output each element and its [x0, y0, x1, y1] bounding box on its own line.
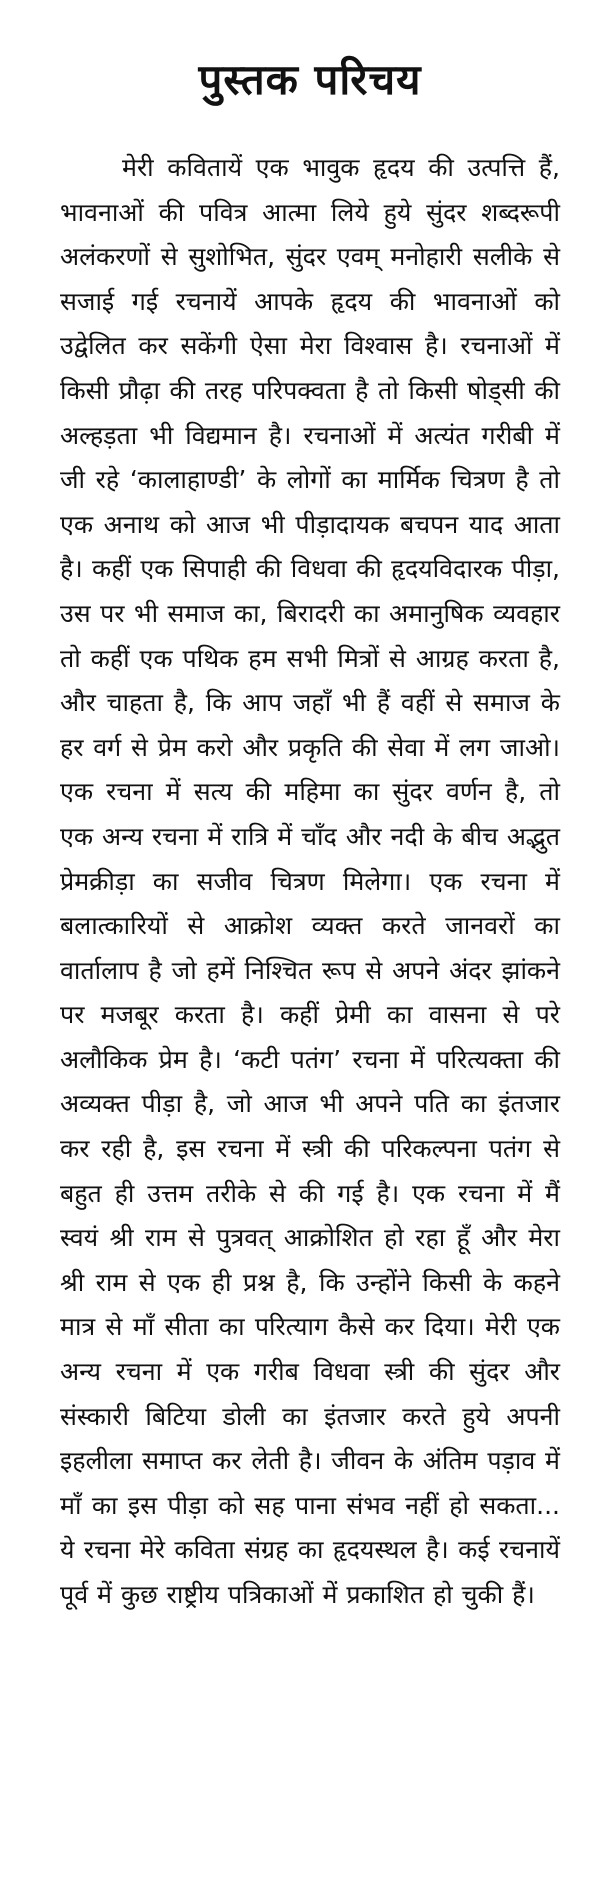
intro-paragraph: मेरी कवितायें एक भावुक हृदय की उत्पत्ति हैं, भावनाओं की पवित्र आत्मा लिये हुये सुंदर शब्दरूपी अलंकरणों से सुशोभित, सुंदर एवम् मनोहारी सलीके से सजाई गई रचनायें आपके हृदय की भावनाओं को उद्वेलित कर सकेंगी ऐसा मेरा विश्वास है। रचनाओं में किसी प्रौढ़ा की तरह परिपक्वता है तो किसी षोड्सी की अल्हड़ता भी विद्यमान है। रचनाओं में अत्यंत गरीबी में जी रहे ‘कालाहाण्डी’ के लोगों का मार्मिक चित्रण है तो एक अनाथ को आज भी पीड़ादायक बचपन याद आता है। कहीं एक सिपाही की विधवा की हृदयविदारक पीड़ा, उस पर भी समाज का, बिरादरी का अमानुषिक व्यवहार तो कहीं एक पथिक हम सभी मित्रों से आग्रह करता है, और चाहता है, कि आप जहाँ भी हैं वहीं से समाज के हर वर्ग से प्रेम करो और प्रकृति की सेवा में लग जाओ। एक रचना में सत्य की महिमा का सुंदर वर्णन है, तो एक अन्य रचना में रात्रि में चाँद और नदी के बीच अद्भुत प्रेमक्रीड़ा का सजीव चित्रण मिलेगा। एक रचना में बलात्कारियों से आक्रोश व्यक्त करते जानवरों का वार्तालाप है जो हमें निश्चित रूप से अपने अंदर झांकने पर मजबूर करता है। कहीं प्रेमी का वासना से परे अलौकिक प्रेम है। ‘कटी पतंग’ रचना में परित्यक्ता की अव्यक्त पीड़ा है, जो आज भी अपने पति का इंतजार कर रही है, इस रचना में स्त्री की परिकल्पना पतंग से बहुत ही उत्तम तरीके से की गई है। एक रचना में मैं स्वयं श्री राम से पुत्रवत् आक्रोशित हो रहा हूँ और मेरा श्री राम से एक ही प्रश्न है, कि उन्होंने किसी के कहने मात्र से माँ सीता का परित्याग कैसे कर दिया। मेरी एक अन्य रचना में एक गरीब विधवा स्त्री की सुंदर और संस्कारी बिटिया डोली का इंतजार करते हुये अपनी इहलीला समाप्त कर लेती है। जीवन के अंतिम पड़ाव में माँ का इस पीड़ा को सह पाना संभव नहीं हो सकता... ये रचना मेरे कविता संग्रह का हृदयस्थल है। कई रचनायें पूर्व में कुछ राष्ट्रीय पत्रिकाओं में प्रकाशित हो चुकी हैं।: [60, 153, 560, 1609]
page-title: पुस्तक परिचय: [198, 55, 422, 104]
